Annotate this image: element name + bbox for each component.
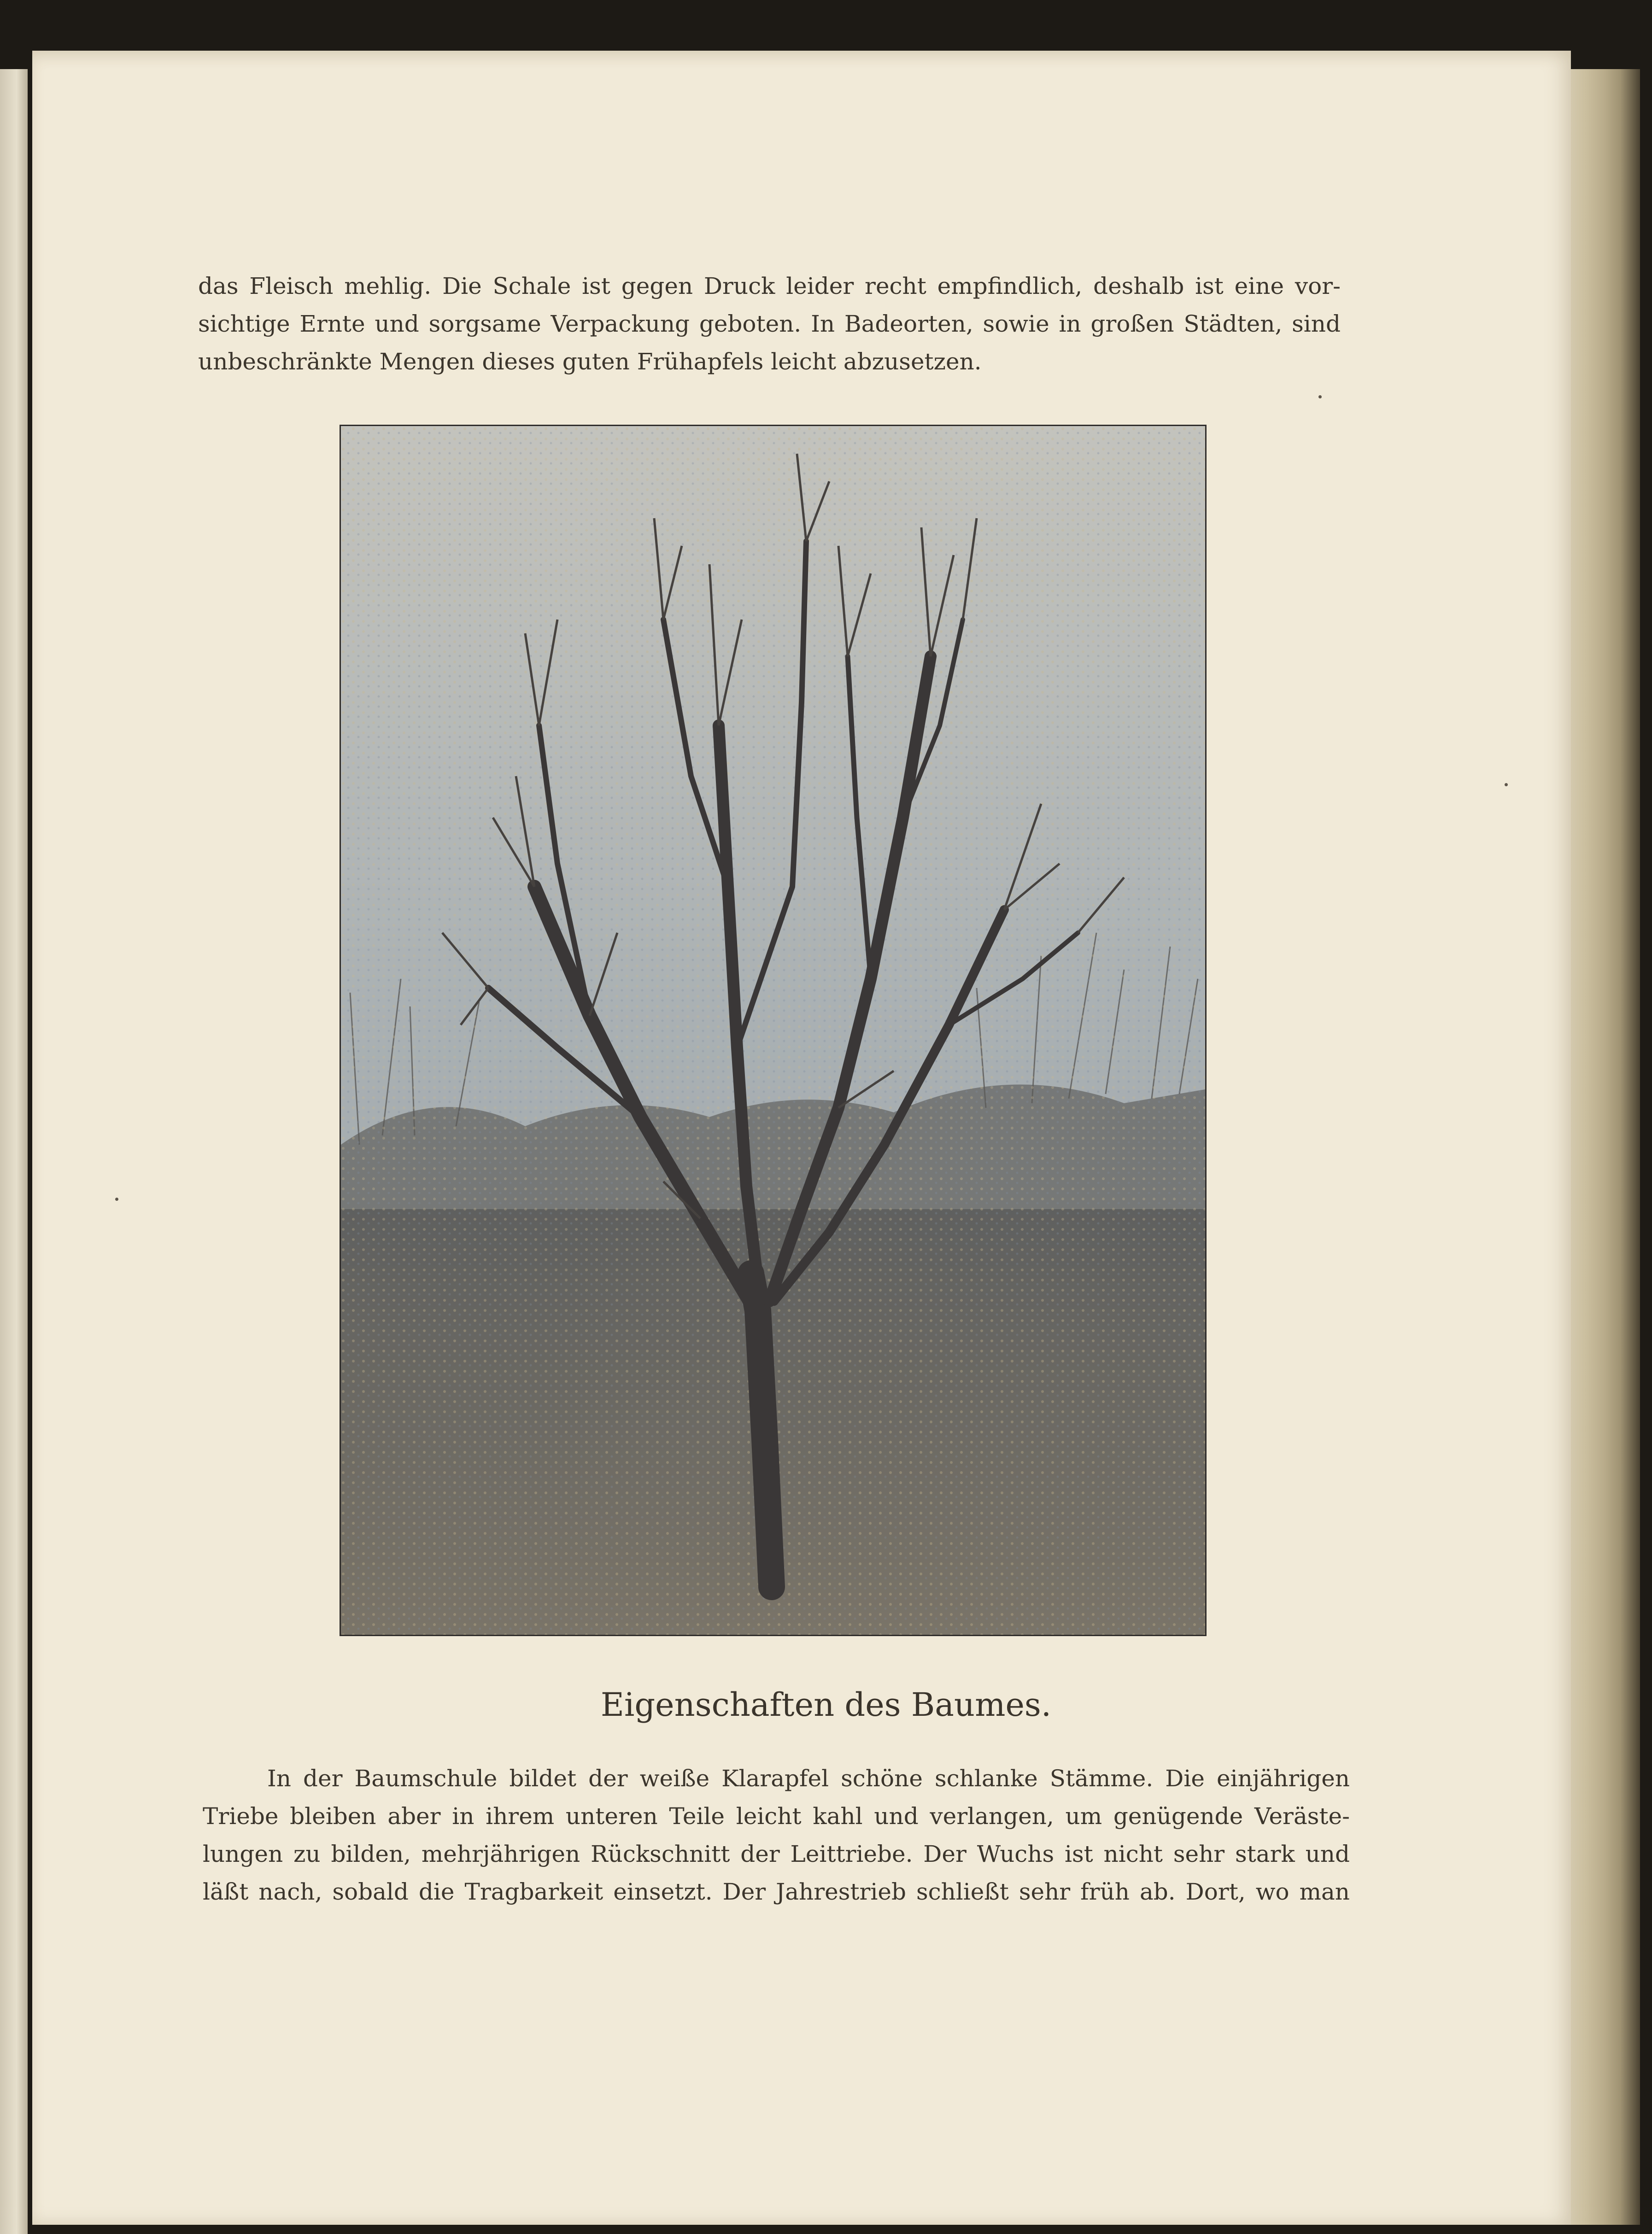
tree-photograph [340, 425, 1207, 1636]
paper-speck [1505, 783, 1508, 786]
text-line: lungen zu bilden, mehrjährigen Rückschnitt der Leittriebe. Der Wuchs ist nicht sehr stark und [203, 1841, 1350, 1867]
facing-page-edge [0, 69, 28, 2234]
paper-speck [115, 1198, 118, 1201]
paper-speck [1318, 395, 1322, 398]
tree-illustration [341, 426, 1205, 1635]
top-paragraph [198, 267, 1341, 380]
page-edge-stack [1562, 69, 1640, 2225]
section-heading: Eigenschaften des Baumes. [600, 1686, 1052, 1724]
text-line: Triebe bleiben aber in ihrem unteren Teile leicht kahl und verlangen, um genügende Veräste- [203, 1803, 1350, 1830]
text-line: In der Baumschule bildet der weiße Klarapfel schöne schlanke Stämme. Die einjährigen [267, 1765, 1350, 1792]
text-line: unbeschränkte Mengen dieses guten Frühapfels leicht abzusetzen. [198, 348, 982, 375]
text-line: sichtige Ernte und sorgsame Verpackung geboten. In Badeorten, sowie in großen Städten, sind [198, 310, 1341, 337]
bottom-paragraph [203, 1760, 1350, 1911]
text-line: läßt nach, sobald die Tragbarkeit einsetzt. Der Jahrestrieb schließt sehr früh ab. Dort, wo man [203, 1878, 1350, 1905]
text-line: das Fleisch mehlig. Die Schale ist gegen Druck leider recht empfindlich, deshalb ist eine vor- [198, 273, 1341, 299]
